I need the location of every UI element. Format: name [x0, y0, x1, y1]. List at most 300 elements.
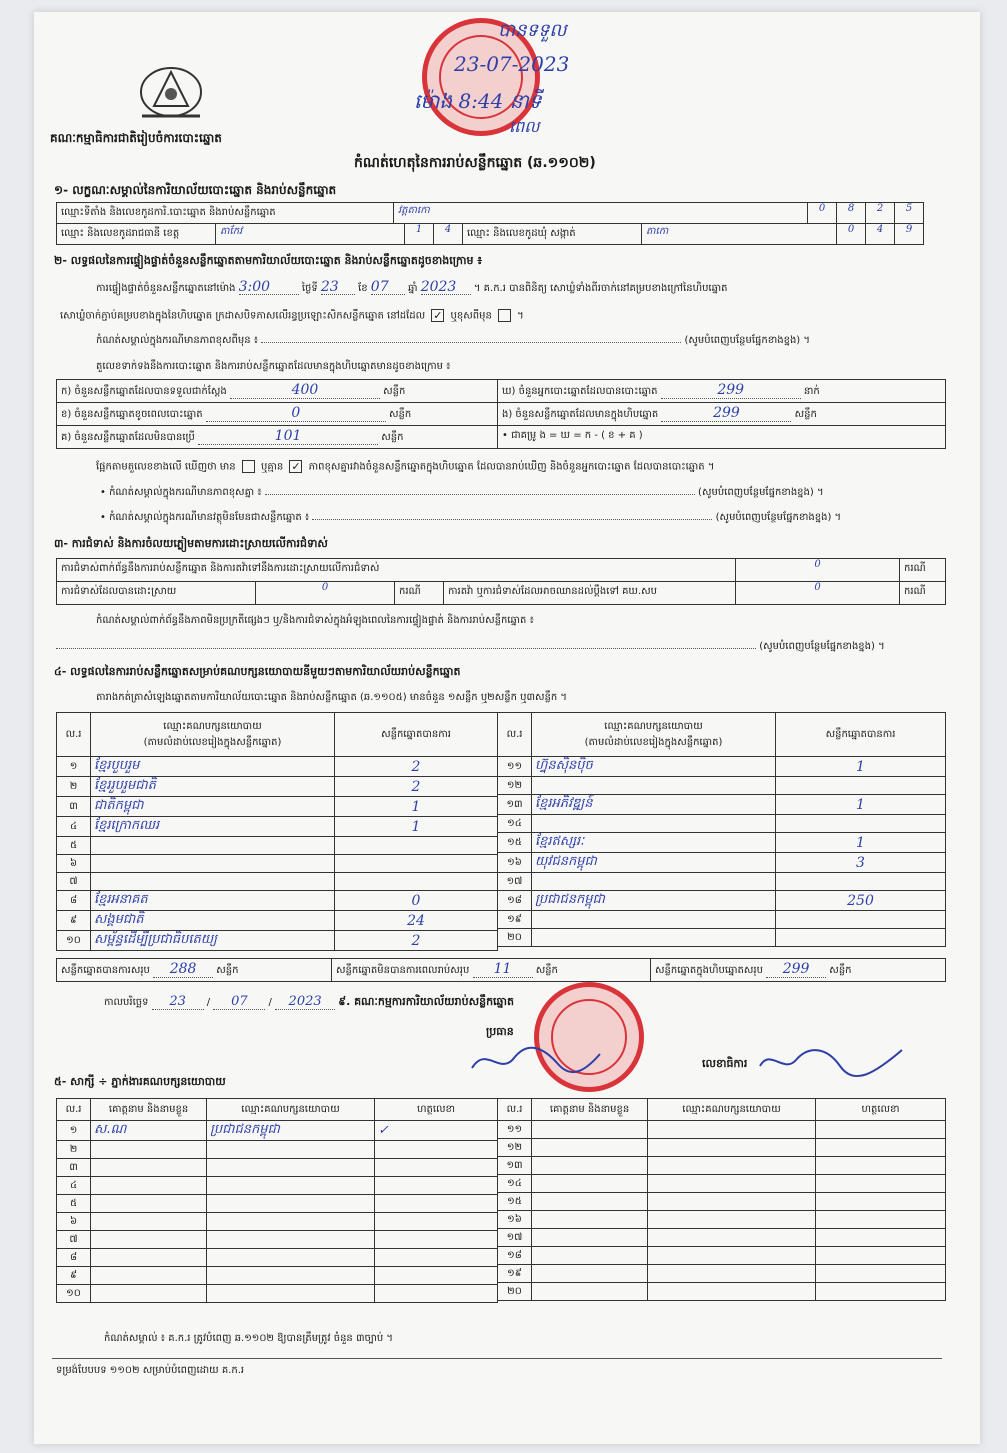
s2-e: [497, 402, 946, 426]
row-number: ១៣: [498, 1157, 532, 1175]
witness-party[interactable]: [648, 1229, 816, 1247]
row-number: ៥: [57, 837, 91, 855]
vote-count: [776, 873, 946, 891]
witness-signature[interactable]: [816, 1283, 946, 1301]
witness-party[interactable]: [648, 1121, 816, 1139]
w-col-sign: ហត្ថលេខា: [375, 1099, 498, 1121]
same-checkbox[interactable]: ✓: [433, 309, 443, 322]
s1-row2-code-b-3: 9: [894, 223, 924, 245]
s1-row1-code-1: 0: [807, 202, 837, 224]
witness-name[interactable]: [532, 1175, 648, 1193]
s1-row2-code-1: 1: [404, 223, 434, 245]
table-row: [498, 1229, 946, 1247]
s3-note-line: [56, 640, 885, 654]
w-col-name: គោត្តនាម និងនាមខ្លួន: [532, 1099, 648, 1121]
total-box-value: 299: [766, 961, 826, 978]
table-row: [498, 777, 946, 795]
col-party: [532, 713, 776, 757]
table-row: [498, 1139, 946, 1157]
s2-b-value: 0: [206, 405, 386, 422]
row-number: ៩: [57, 1267, 91, 1285]
has-difference-checkbox[interactable]: [242, 460, 255, 473]
s2-bullet1-label: • កំណត់សម្គាល់ក្នុងករណីមានភាពខុសគ្នា ៖: [100, 487, 262, 498]
row-number: ២: [57, 1141, 91, 1159]
w-col-party: ឈ្មោះគណបក្សនយោបាយ: [648, 1099, 816, 1121]
table-row: [57, 873, 498, 891]
col-party-sub: (តាមលំដាប់លេខរៀងក្នុងសន្លឹកឆ្នោត): [584, 736, 723, 748]
table-row: [57, 777, 498, 797]
row-number: ១៤: [498, 815, 532, 833]
witness-party[interactable]: [648, 1157, 816, 1175]
vote-count: 2: [335, 931, 498, 951]
row-number: ២: [57, 777, 91, 797]
s2-compare: [96, 460, 714, 475]
witness-signature: ✓: [375, 1121, 498, 1141]
s3-note: កំណត់សម្គាល់ពាក់ព័ន្ធនឹងភាពមិនប្រក្រតីផ្សេងៗ ឬ/និងការជំទាស់ក្នុងអំឡុងពេលនៃការផ្ទៀងផ្ទាត់ និងការរាប់សន្លឹកឆ្នោត ៖: [96, 615, 534, 626]
witness-party[interactable]: [648, 1283, 816, 1301]
s3-row2-label: ការជំទាស់ដែលបានដោះស្រាយ: [56, 581, 256, 605]
s2-bullet2-label: • កំណត់សម្គាល់ក្នុងករណីមានវត្ថុមិនមែនជាសន្លឹកឆ្នោត ៖: [100, 512, 310, 523]
s2-time: 3:00: [239, 280, 299, 295]
party-name: ប្រជាជនកម្ពុជា: [532, 891, 776, 911]
party-name: [91, 855, 335, 873]
row-number: ១៧: [498, 873, 532, 891]
table-row: [498, 1247, 946, 1265]
witness-party: [207, 1213, 375, 1231]
col-no: ល.រ: [57, 713, 91, 757]
witness-name: [91, 1177, 207, 1195]
witness-party[interactable]: [648, 1265, 816, 1283]
chair-signature-icon: [466, 1040, 606, 1080]
s2-d-unit: នាក់: [803, 386, 820, 397]
section1-title: ១- លក្ខណៈសម្គាល់នៃការិយាល័យបោះឆ្នោត និងរាប់សន្លឹកឆ្នោត: [54, 183, 337, 197]
s2-year: 2023: [421, 280, 471, 295]
s3-row2-unit-b: ករណី: [899, 581, 946, 605]
secretary-signature-icon: [756, 1040, 906, 1080]
witness-party: [207, 1267, 375, 1285]
row-number: ១: [57, 757, 91, 777]
witness-name[interactable]: [532, 1229, 648, 1247]
section2-title: ២- លទ្ធផលនៃការផ្ទៀងផ្ទាត់ចំនួនសន្លឹកឆ្នោតតាមការិយាល័យបោះឆ្នោត និងរាប់សន្លឹកឆ្នោតដូចខាងក្រោម ៖: [54, 254, 483, 267]
party-name: ខ្មែរអនាគត: [91, 891, 335, 911]
row-number: ៨: [57, 891, 91, 911]
witness-name: [91, 1195, 207, 1213]
witness-party: [207, 1231, 375, 1249]
s2-note-field[interactable]: [261, 342, 681, 343]
party-name: [532, 929, 776, 947]
witness-name: [91, 1249, 207, 1267]
date-day: 23: [152, 995, 204, 1010]
total-valid-unit: សន្លឹក: [216, 965, 239, 976]
col-votes: សន្លឹកឆ្នោតបានការ: [335, 713, 498, 757]
table-row: [498, 757, 946, 777]
party-name: ខ្មែររួបរួមជាតិ: [91, 777, 335, 797]
witness-name[interactable]: [532, 1211, 648, 1229]
row-number: ១៤: [498, 1175, 532, 1193]
s2-a: [56, 379, 498, 403]
org-name: គណៈកម្មាធិការជាតិរៀបចំការបោះឆ្នោត: [50, 131, 222, 145]
table-row: [57, 837, 498, 855]
votes-table-right: [497, 712, 946, 947]
witness-party: [207, 1195, 375, 1213]
witness-party: [207, 1285, 375, 1303]
s2-b: [56, 402, 498, 426]
total-box-unit: សន្លឹក: [829, 965, 852, 976]
vote-count: 1: [776, 833, 946, 853]
table-row: [57, 1195, 498, 1213]
total-valid-value: 288: [153, 961, 213, 978]
s3-row2-value-b: 0: [735, 581, 900, 605]
row-number: ១១: [498, 757, 532, 777]
witness-table-right: [497, 1098, 946, 1301]
witness-party: ប្រជាជនកម្ពុជា: [207, 1121, 375, 1141]
secretary-label: លេខាធិការ: [702, 1057, 748, 1070]
s3-row2-unit: ករណី: [394, 581, 444, 605]
party-name: [532, 911, 776, 929]
s2-c-label: គ) ចំនួនសន្លឹកឆ្នោតដែលមិនបានប្រើ: [61, 432, 195, 443]
s2-month-label: ខែ: [358, 283, 368, 294]
s2-bullet1-field[interactable]: [265, 494, 695, 495]
witness-party[interactable]: [648, 1211, 816, 1229]
row-number: ១៦: [498, 1211, 532, 1229]
witness-signature[interactable]: [816, 1175, 946, 1193]
s2-d-value: 299: [661, 382, 801, 399]
party-name: [532, 815, 776, 833]
witness-name: [91, 1231, 207, 1249]
vote-count: 2: [335, 757, 498, 777]
table-row: [498, 1265, 946, 1283]
votes-table-left: [56, 712, 498, 951]
row-number: ២០: [498, 1283, 532, 1301]
vote-count: [335, 873, 498, 891]
party-name: [532, 777, 776, 795]
row-number: ៤: [57, 1177, 91, 1195]
s2-b-label: ខ) ចំនួនសន្លឹកឆ្នោតខូចពេលបោះឆ្នោត: [61, 409, 203, 420]
vote-count: [335, 855, 498, 873]
table-row: [498, 833, 946, 853]
row-number: ៦: [57, 1213, 91, 1231]
table-row: [57, 1177, 498, 1195]
row-number: ១៥: [498, 1193, 532, 1211]
section4-title: ៤- លទ្ធផលនៃការរាប់សន្លឹកឆ្នោតសម្រាប់គណបក្សនយោបាយនីមួយៗតាមការិយាល័យរាប់សន្លឹកឆ្នោត: [54, 665, 461, 678]
witness-party[interactable]: [648, 1247, 816, 1265]
section3-title: ៣- ការជំទាស់ និងការចំលយភ្លៀមតាមការដោះស្រាយលើការជំទាស់: [54, 537, 328, 550]
vote-count: 3: [776, 853, 946, 873]
witness-signature[interactable]: [816, 1121, 946, 1139]
s2-intro: តួលេខទាក់ទងនឹងការបោះឆ្នោត និងការរាប់សន្លឹកឆ្នោតដែលមានក្នុងហិបឆ្នោតមានដូចខាងក្រោម ៖: [96, 361, 451, 372]
table-row: [57, 757, 498, 777]
witness-signature[interactable]: [816, 1139, 946, 1157]
total-valid-label: សន្លឹកឆ្នោតបានការសរុប: [61, 965, 150, 976]
total-valid-cell: [56, 958, 332, 982]
total-invalid-value: 11: [473, 961, 533, 978]
s1-row2-value: តាកែវ: [215, 223, 405, 245]
col-votes: សន្លឹកឆ្នោតបានការ: [776, 713, 946, 757]
witness-signature[interactable]: [816, 1211, 946, 1229]
total-box-label: សន្លឹកឆ្នោតក្នុងហិបឆ្នោតសរុប: [655, 965, 763, 976]
witness-name[interactable]: [532, 1139, 648, 1157]
witness-signature: [375, 1213, 498, 1231]
witness-name: [91, 1267, 207, 1285]
s2-compare-text: ផ្អែកតាមតួលេខខាងលើ ឃើញថា មាន: [96, 461, 236, 473]
table-row: [57, 931, 498, 951]
w-col-sign: ហត្ថលេខា: [816, 1099, 946, 1121]
s2-note-hint: (សូមបំពេញបន្ថែមផ្នែកខាងខ្នង) ។: [684, 335, 810, 346]
table-row: [498, 1211, 946, 1229]
party-name: [91, 837, 335, 855]
row-number: ១៣: [498, 795, 532, 815]
witness-signature: [375, 1285, 498, 1303]
party-name: ហ្វ៊ុនស៊ិនប៉ិច: [532, 757, 776, 777]
s2-bullet2-field[interactable]: [312, 519, 712, 520]
witness-name[interactable]: [532, 1283, 648, 1301]
s2-year-label: ឆ្នាំ: [407, 283, 418, 294]
witness-party[interactable]: [648, 1175, 816, 1193]
footer-divider: [52, 1358, 942, 1359]
table-row: [498, 1157, 946, 1175]
table-row: [498, 911, 946, 929]
witness-signature: [375, 1231, 498, 1249]
row-number: ៤: [57, 817, 91, 837]
s4-subtitle: តារាងកត់ត្រាសំឡេងឆ្នោតតាមការិយាល័យបោះឆ្នោត និងរាប់សន្លឹកឆ្នោត (ឆ.១១០៥) មានចំនួន ១សន្លឹក ឬ២សន្លឹក ឬ៣សន្លឹក ។: [96, 692, 568, 703]
s2-c: [56, 425, 498, 449]
table-row: [57, 1159, 498, 1177]
vote-count: [776, 929, 946, 947]
row-number: ៧: [57, 873, 91, 891]
witness-party: [207, 1177, 375, 1195]
vote-count: [335, 837, 498, 855]
row-number: ១៧: [498, 1229, 532, 1247]
s1-row1-code-2: 8: [836, 202, 866, 224]
row-number: ៣: [57, 797, 91, 817]
party-name: [532, 873, 776, 891]
vote-count: [776, 911, 946, 929]
s2-a-label: ក) ចំនួនសន្លឹកឆ្នោតដែលបានទទួលជាក់ស្តែង: [61, 386, 227, 397]
table-row: [57, 1213, 498, 1231]
row-number: ១: [57, 1121, 91, 1141]
s2-line1-tail: ។ គ.ក.រ បានពិនិត្យ សោឃ្លំទាំងពីរចាក់នៅគម្របខាងក្រៅនៃហិបឆ្នោត: [473, 283, 728, 294]
party-name: យុវជនកម្ពុជា: [532, 853, 776, 873]
party-name: សម្ព័ន្ធដើម្បីប្រជាធិបតេយ្យ: [91, 931, 335, 951]
s2-d: [497, 379, 946, 403]
table-row: [498, 1121, 946, 1139]
witness-party[interactable]: [648, 1139, 816, 1157]
committee-label: ៩. គណៈកម្មការការិយាល័យរាប់សន្លឹកឆ្នោត: [338, 995, 515, 1008]
row-number: ១៦: [498, 853, 532, 873]
witness-signature[interactable]: [816, 1157, 946, 1175]
witness-signature: [375, 1249, 498, 1267]
s2-a-value: 400: [230, 382, 380, 399]
w-col-party: ឈ្មោះគណបក្សនយោបាយ: [207, 1099, 375, 1121]
s2-e-value: 299: [661, 405, 791, 422]
s2-note-line: [96, 334, 810, 348]
table-row: [57, 1141, 498, 1159]
table-row: [498, 1193, 946, 1211]
table-row: [498, 815, 946, 833]
table-row: [57, 891, 498, 911]
s2-bullet2: [100, 511, 841, 525]
vote-count: 1: [335, 817, 498, 837]
col-party-title: ឈ្មោះគណបក្សនយោបាយ: [604, 720, 703, 732]
stamp-note-1: បានទទួល: [498, 20, 567, 41]
row-number: ១៨: [498, 1247, 532, 1265]
s2-line2-text: សោឃ្លំចាក់ភ្ជាប់គម្របខាងក្នុងនៃហិបឆ្នោត ក្រដាសបិទភាសលើរន្ធប្រឡោះសិកសន្លឹកឆ្នោត នៅដដែល: [60, 310, 426, 322]
row-number: ៥: [57, 1195, 91, 1213]
row-number: ១០: [57, 1285, 91, 1303]
total-invalid-cell: [331, 958, 651, 982]
s3-row1-label: ការជំទាស់ពាក់ព័ន្ធនឹងការរាប់សន្លឹកឆ្នោត និងការតវ៉ាទៅនឹងការដោះស្រាយលើការជំទាស់: [56, 558, 736, 582]
table-row: [57, 1121, 498, 1141]
national-emblem-icon: [134, 62, 208, 124]
doc-title: កំណត់ហេតុនៃការរាប់សន្លឹកឆ្នោត (ឆ.១១០២): [354, 155, 596, 171]
w-col-name: គោត្តនាម និងនាមខ្លួន: [91, 1099, 207, 1121]
row-number: ៨: [57, 1249, 91, 1267]
table-row: [57, 1249, 498, 1267]
table-row: [57, 855, 498, 873]
s1-row2-code-2: 4: [433, 223, 463, 245]
s2-c-unit: សន្លឹក: [381, 432, 404, 443]
s2-bullet2-hint: (សូមបំពេញបន្ថែមផ្នែកខាងខ្នង) ។: [715, 512, 842, 523]
s1-row1-code-3: 2: [865, 202, 895, 224]
row-number: ១៥: [498, 833, 532, 853]
party-name: ខ្មែរអភិវឌ្ឍន៍: [532, 795, 776, 815]
stamp-note-2: 23-07-2023: [454, 52, 570, 76]
row-number: ២០: [498, 929, 532, 947]
changed-checkbox[interactable]: [498, 309, 511, 322]
row-number: ១៨: [498, 891, 532, 911]
s2-b-unit: សន្លឹក: [388, 409, 412, 420]
table-row: [57, 1285, 498, 1303]
party-name: ជាតិកម្ពុជា: [91, 797, 335, 817]
vote-count: 1: [776, 795, 946, 815]
s1-row1-code-4: 5: [894, 202, 924, 224]
s1-row1-label: ឈ្មោះទីតាំង និងលេខកូដការិ.បោះឆ្នោត និងរាប់សន្លឹកឆ្នោត: [56, 202, 394, 224]
witness-signature[interactable]: [816, 1247, 946, 1265]
table-row: [498, 795, 946, 815]
row-number: ៩: [57, 911, 91, 931]
col-no: ល.រ: [498, 713, 532, 757]
s2-line2: សោឃ្លំចាក់ភ្ជាប់គម្របខាងក្នុងនៃហិបឆ្នោត ក្រដាសបិទភាសលើរន្ធប្រឡោះសិកសន្លឹកឆ្នោត នៅដដែល ✓ ឬខុសពីមុន ។: [60, 309, 524, 322]
date-year: 2023: [275, 995, 335, 1010]
table-row: [57, 1231, 498, 1249]
witness-signature[interactable]: [816, 1229, 946, 1247]
s2-month: 07: [371, 280, 405, 295]
witness-name[interactable]: [532, 1265, 648, 1283]
vote-count: [776, 815, 946, 833]
table-row: [57, 1267, 498, 1285]
vote-count: 250: [776, 891, 946, 911]
vote-count: 2: [335, 777, 498, 797]
s1-row2-label-b: ឈ្មោះ និងលេខកូដឃុំ សង្កាត់: [462, 223, 642, 245]
party-name: ខ្មែរក្រោកឈរ: [91, 817, 335, 837]
s1-row2-value-b: តាកោ: [641, 223, 837, 245]
witness-signature[interactable]: [816, 1193, 946, 1211]
no-difference-checkbox[interactable]: ✓: [291, 460, 301, 473]
date-month: 07: [213, 995, 265, 1010]
witness-party: [207, 1141, 375, 1159]
vote-count: 0: [335, 891, 498, 911]
s2-d-label: ឃ) ចំនួនអ្នកបោះឆ្នោតដែលបានបោះឆ្នោត: [502, 386, 658, 397]
witness-name[interactable]: [532, 1121, 648, 1139]
witness-name: [91, 1159, 207, 1177]
witness-name: [91, 1141, 207, 1159]
witness-name[interactable]: [532, 1157, 648, 1175]
s2-opt-changed: ឬខុសពីមុន: [450, 310, 492, 322]
s3-note-field[interactable]: [56, 648, 756, 649]
party-name: ខ្មែរបួបរួម: [91, 757, 335, 777]
row-number: ៣: [57, 1159, 91, 1177]
total-box-cell: [650, 958, 946, 982]
row-number: ១០: [57, 931, 91, 951]
witness-party: [207, 1159, 375, 1177]
footer-text: ទម្រង់បែបបទ ១១០២ សម្រាប់បំពេញដោយ គ.ក.រ: [56, 1365, 245, 1376]
s2-note-label: កំណត់សម្គាល់ក្នុងករណីមានភាពខុសពីមុន ៖: [96, 335, 259, 346]
witness-party: [207, 1249, 375, 1267]
witness-signature: [375, 1141, 498, 1159]
s2-bullet1: [100, 486, 824, 500]
s2-formula: • ជាគម្រូ ង = ឃ = ក - ( ខ + គ ): [497, 425, 946, 449]
s1-row2-label: ឈ្មោះ និងលេខកូដរាជធានី ខេត្ត: [56, 223, 216, 245]
witness-signature[interactable]: [816, 1265, 946, 1283]
col-party-title: ឈ្មោះគណបក្សនយោបាយ: [163, 720, 262, 732]
section5-title: ៥- សាក្សី ÷ ភ្នាក់ងារគណបក្សនយោបាយ: [54, 1075, 226, 1088]
vote-count: 1: [776, 757, 946, 777]
s2-line1: [96, 280, 727, 296]
date-line: កាលបរិច្ឆេទ 23 / 07 / 2023 ៩. គណៈកម្មការការិយាល័យរាប់សន្លឹកឆ្នោត: [104, 994, 515, 1009]
s2-e-label: ង) ចំនួនសន្លឹកឆ្នោតដែលមានក្នុងហិបឆ្នោត: [502, 409, 659, 420]
witness-name[interactable]: [532, 1247, 648, 1265]
table-row: [498, 929, 946, 947]
stamp-note-3: ម៉ោង 8:44 នាទី: [414, 89, 542, 113]
stamp-note-4: ពេល: [509, 117, 540, 136]
witness-name: ស.ណ: [91, 1121, 207, 1141]
s2-bullet1-hint: (សូមបំពេញបន្ថែមផ្នែកខាងខ្នង) ។: [698, 487, 824, 498]
s3-row1-value: 0: [735, 558, 900, 582]
s2-day: 23: [321, 280, 355, 295]
party-name: ខ្មែរឥស្សរៈ: [532, 833, 776, 853]
row-number: ៦: [57, 855, 91, 873]
s2-a-unit: សន្លឹក: [383, 386, 406, 397]
total-invalid-label: សន្លឹកឆ្នោតមិនបានការពេលរាប់សរុប: [336, 965, 470, 976]
witness-signature: [375, 1159, 498, 1177]
witness-party[interactable]: [648, 1193, 816, 1211]
witness-table-left: [56, 1098, 498, 1303]
s1-row2-code-b-2: 4: [865, 223, 895, 245]
table-row: [498, 891, 946, 911]
witness-name[interactable]: [532, 1193, 648, 1211]
w-col-no: ល.រ: [57, 1099, 91, 1121]
form-sheet: [34, 12, 980, 1444]
row-number: ៧: [57, 1231, 91, 1249]
vote-count: 1: [335, 797, 498, 817]
vote-count: 24: [335, 911, 498, 931]
table-row: [498, 853, 946, 873]
witness-name: [91, 1213, 207, 1231]
table-row: [57, 797, 498, 817]
table-row: [498, 1175, 946, 1193]
table-row: [57, 817, 498, 837]
s1-row2-code-b-1: 0: [836, 223, 866, 245]
row-number: ១៩: [498, 1265, 532, 1283]
s2-day-label: ថ្ងៃទី: [301, 283, 318, 294]
s2-line1-text: ការផ្ទៀងផ្ទាត់ចំនួនសន្លឹកឆ្នោតនៅម៉ោង: [96, 283, 236, 294]
row-number: ១២: [498, 777, 532, 795]
date-label: កាលបរិច្ឆេទ: [104, 997, 149, 1008]
col-party: [91, 713, 335, 757]
vote-count: [776, 777, 946, 795]
s5-footnote: កំណត់សម្គាល់ ៖ គ.ក.រ ត្រូវបំពេញ ឆ.១១០២ ឱ្យបានត្រឹមត្រូវ ចំនួន ៣ច្បាប់ ។: [104, 1333, 393, 1344]
s1-row1-value: វត្តតាកោ: [393, 202, 808, 224]
